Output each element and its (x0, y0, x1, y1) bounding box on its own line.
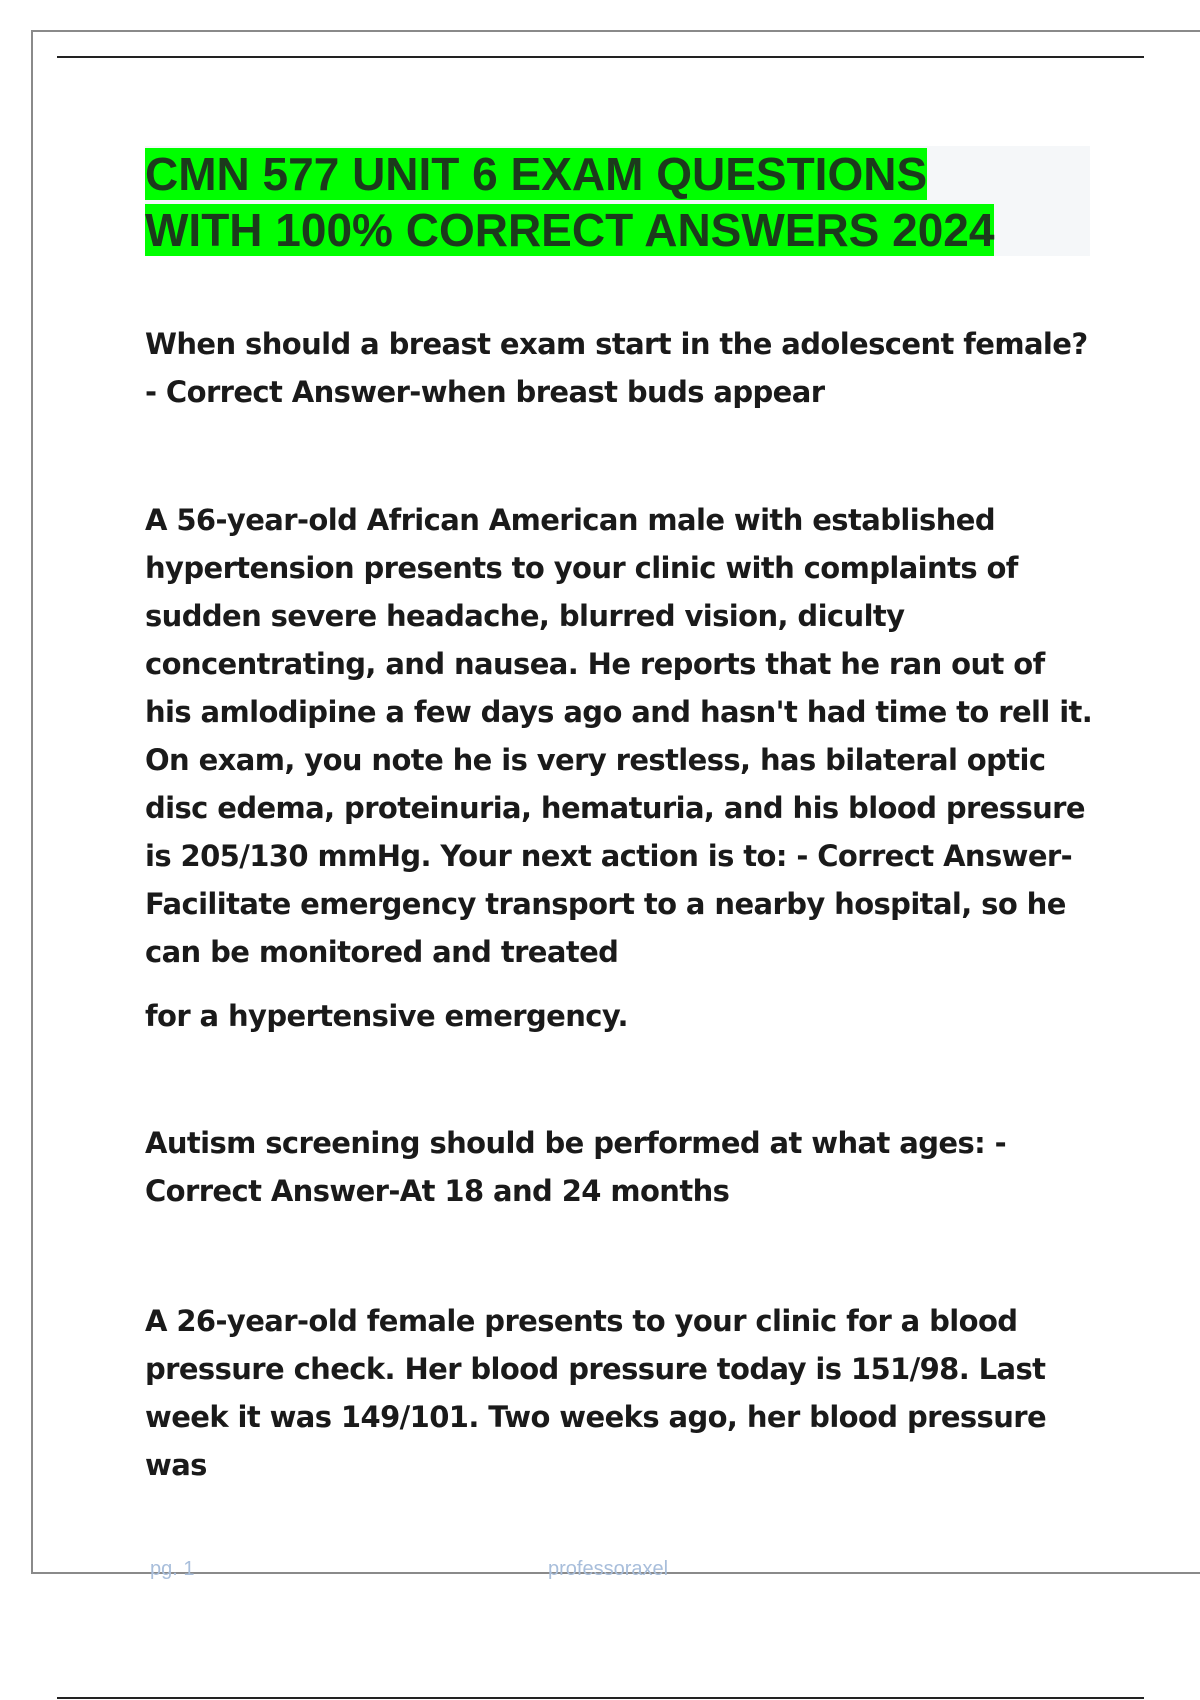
footer-brand: professoraxel (548, 1558, 669, 1580)
title-line-1: CMN 577 UNIT 6 EXAM QUESTIONS (145, 148, 928, 200)
title-line-2: WITH 100% CORRECT ANSWERS 2024 (145, 204, 995, 256)
question-answer-2-continued: for a hypertensive emergency. (145, 999, 628, 1033)
document-title (145, 146, 1090, 258)
question-answer-1: When should a breast exam start in the adolescent female? - Correct Answer-when breast buds appear (145, 327, 1088, 409)
bottom-rule (57, 1697, 1144, 1699)
top-rule (57, 56, 1144, 58)
question-answer-3: Autism screening should be performed at what ages: - Correct Answer-At 18 and 24 months (145, 1126, 1007, 1208)
question-answer-2: A 56-year-old African American male with established hypertension presents to your clinic with complaints of sudden severe headache, blurred vision, diculty concentrating, and nausea. He reports that he ran out of his amlodipine a few days ago and hasn't had time to rell it. On exam, you note he is very restless, has bilateral optic disc edema, proteinuria, hematuria, and his blood pressure is 205/130 mmHg. Your next action is to: - Correct Answer-Facilitate emergency transport to a nearby hospital, so he can be monitored and treated (145, 503, 1093, 969)
question-answer-4: A 26-year-old female presents to your clinic for a blood pressure check. Her blood pressure today is 151/98. Last week it was 149/101. Two weeks ago, her blood pressure was (145, 1304, 1047, 1482)
title-block (145, 146, 1090, 256)
footer-page-number: pg. 1 (150, 1558, 195, 1580)
